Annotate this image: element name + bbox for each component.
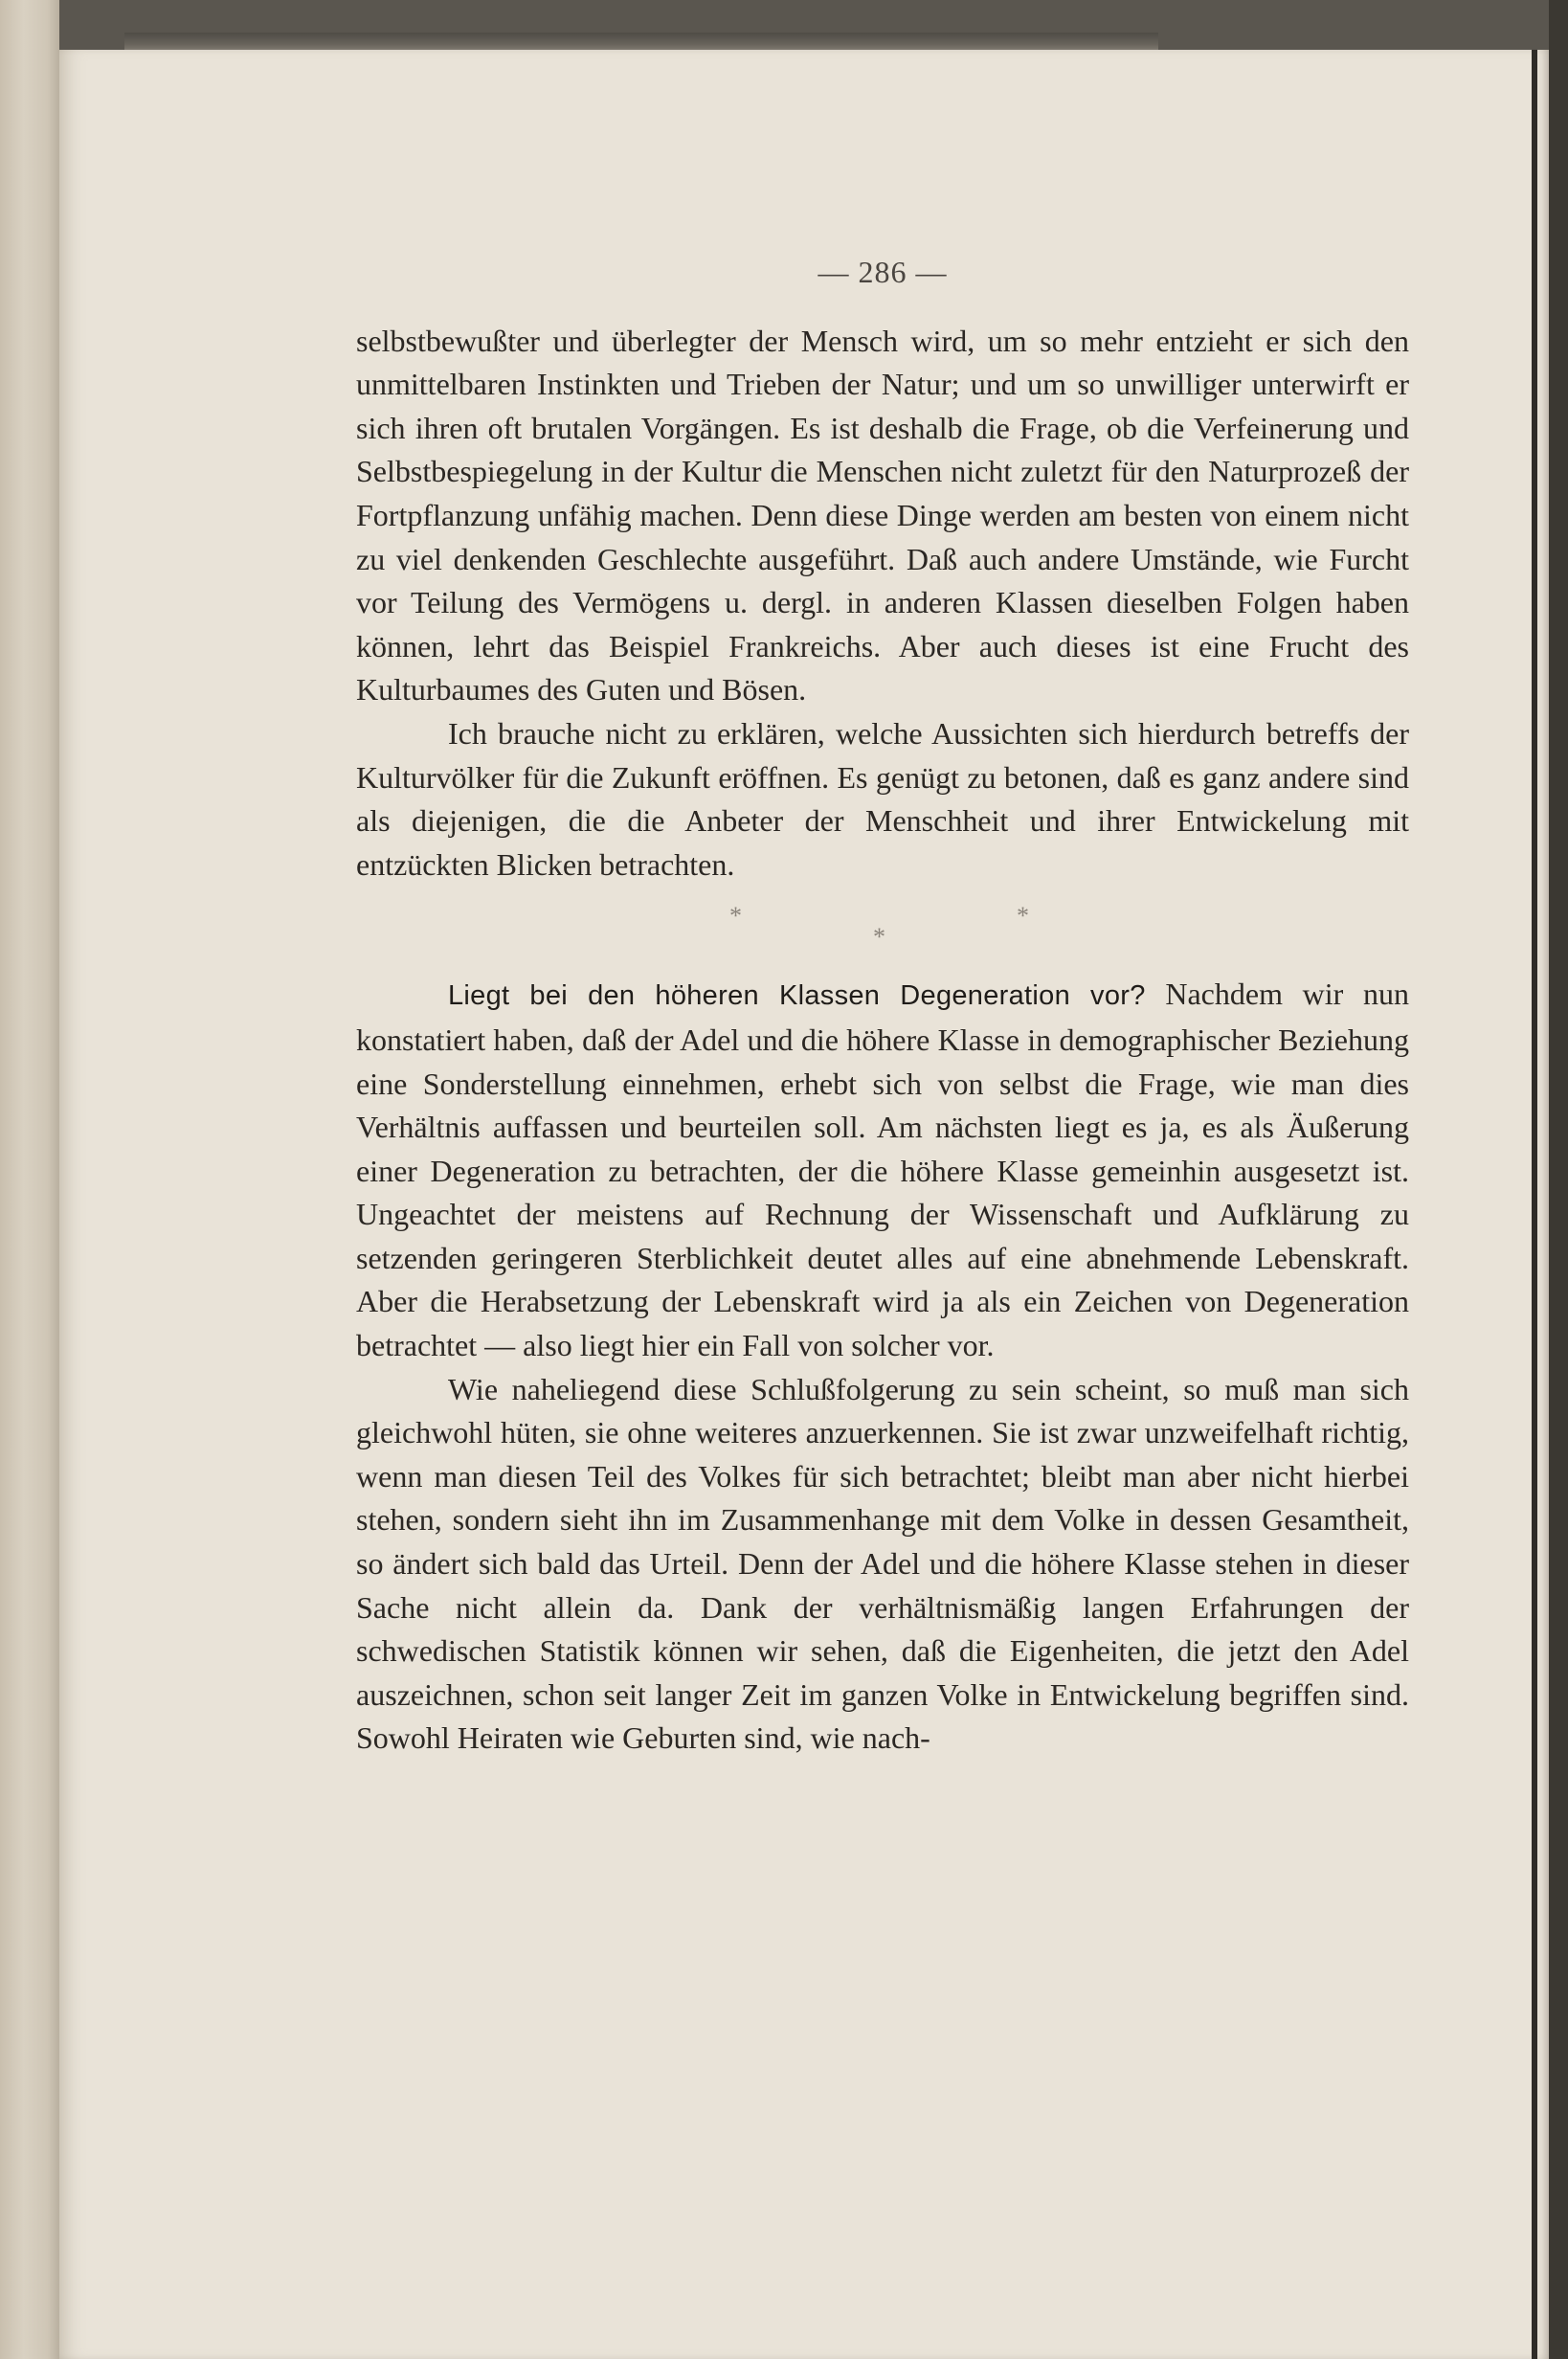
asterisk: * xyxy=(729,902,742,931)
paragraph: Wie naheliegend diese Schlußfolgerung zu sein scheint, so muß man sich gleichwohl hüten, sie ohne weiteres anzuerkennen. Sie ist zwar unzweifelhaft richtig, wenn man diesen Teil des Volkes für sich betrachtet; bleibt man aber nicht hierbei stehen, sondern sieht ihn im Zusammenhange mit dem Volke in dessen Gesamtheit, so ändert sich bald das Urteil. Denn der Adel und die höhere Klasse stehen in dieser Sache nicht allein da. Dank der verhältnismäßig langen Erfahrungen der schwedischen Statistik können wir sehen, daß die Eigenheiten, die jetzt den Adel auszeichnen, schon seit langer Zeit im ganzen Volke in Entwickelung begriffen sind. Sowohl Heiraten wie Geburten sind, wie nach- xyxy=(356,1371,1409,1756)
asterisk: * xyxy=(873,923,885,952)
book-spine xyxy=(0,0,59,2359)
paragraph: selbstbewußter und überlegter der Mensch wird, um so mehr entzieht er sich den unmittelbaren Instinkten und Trieben der Natur; und um so unwilliger unterwirft er sich ihren oft brutalen Vorgängen. Es ist deshalb die Frage, ob die Verfeinerung und Selbstbespiegelung in der Kultur die Menschen nicht zuletzt für den Naturprozeß der Fortpflanzung unfähig machen. Denn diese Dinge werden am besten von einem nicht zu viel denkenden Geschlechte ausgeführt. Daß auch andere Umstände, wie Furcht vor Teilung des Vermögens u. dergl. in anderen Klassen dieselben Folgen haben können, lehrt das Beispiel Frankreichs. Aber auch dieses ist eine Frucht des Kulturbaumes des Guten und Bösen. xyxy=(356,323,1409,708)
page-right-edge xyxy=(1532,50,1537,2359)
section-paragraph xyxy=(356,973,1409,1367)
page-top-edge xyxy=(124,33,1158,52)
page-number: — 286 — xyxy=(818,255,948,289)
asterisk: * xyxy=(1017,902,1029,931)
section-heading: Liegt bei den höheren Klassen Degeneration vor? xyxy=(448,980,1146,1012)
section-paragraph-text: Nachdem wir nun konstatiert haben, daß der Adel und die höhere Klasse in demographischer Beziehung eine Sonderstellung einnehmen, erhebt sich von selbst die Frage, wie man dies Verhältnis auffassen und beurteilen soll. Am nächsten liegt es ja, es als Äußerung einer Degeneration zu betrachten, der die höhere Klasse gemeinhin ausgesetzt ist. Ungeachtet der meistens auf Rechnung der Wissenschaft und Aufklärung zu setzenden geringeren Sterblichkeit deutet alles auf eine abnehmende Lebenskraft. Aber die Herabsetzung der Lebenskraft wird ja als ein Zeichen von Degeneration betrachtet — also liegt hier ein Fall von solcher vor. xyxy=(356,977,1409,1363)
paragraph: Ich brauche nicht zu erklären, welche Aussichten sich hierdurch betreffs der Kulturvölker für die Zukunft eröffnen. Es genügt zu betonen, daß es ganz andere sind als diejenigen, die die Anbeter der Menschheit und ihrer Entwickelung mit entzückten Blicken betrachten. xyxy=(356,715,1409,882)
book-cover-edge xyxy=(1549,0,1568,2359)
page-text xyxy=(356,251,1409,1761)
section-separator xyxy=(356,894,1409,967)
